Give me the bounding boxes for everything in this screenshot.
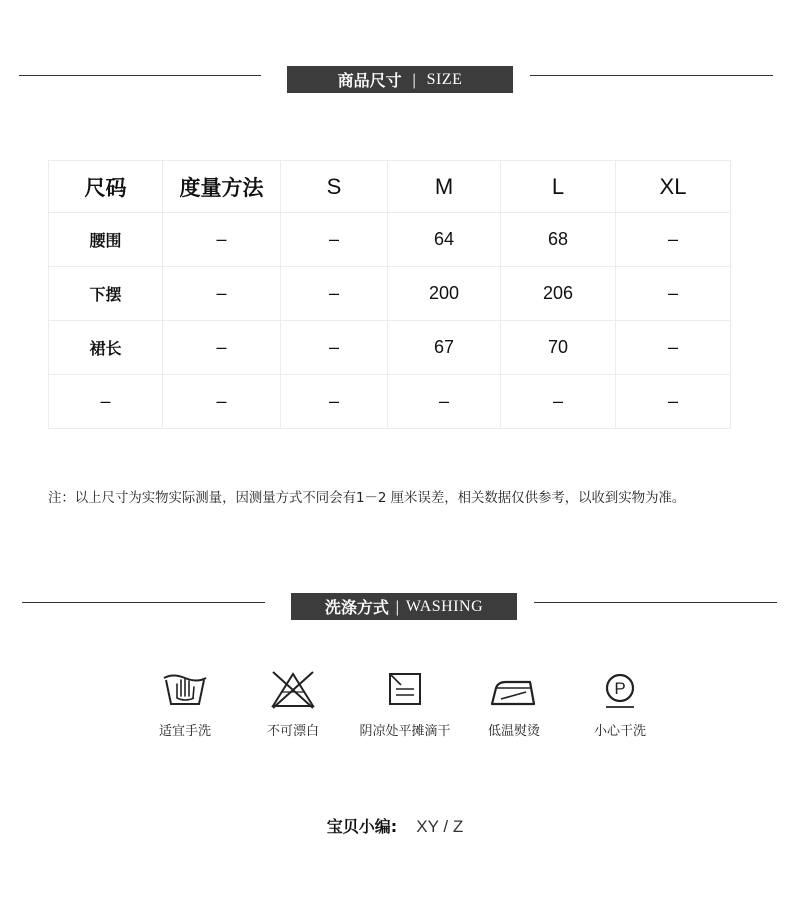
dry-clean-p-icon xyxy=(596,670,644,710)
table-cell: – xyxy=(163,375,281,429)
table-cell: – xyxy=(49,375,163,429)
no-bleach-icon xyxy=(269,670,317,710)
low-iron-icon xyxy=(488,670,540,710)
size-title-zh: 商品尺寸 xyxy=(337,71,402,90)
washing-header-left-rule xyxy=(22,602,265,603)
header-size-s: S xyxy=(281,161,388,213)
table-row xyxy=(49,267,731,321)
size-header-right-rule xyxy=(530,75,773,76)
table-cell: – xyxy=(616,375,731,429)
table-cell: – xyxy=(281,375,388,429)
table-cell: 70 xyxy=(501,321,616,375)
flat-drip-dry-shade-icon xyxy=(381,670,429,710)
header-size-l: L xyxy=(501,161,616,213)
row-label-waist: 腰围 xyxy=(49,213,163,267)
care-label: 低温熨烫 xyxy=(487,724,540,739)
editor-credit xyxy=(0,814,790,837)
table-cell: – xyxy=(616,321,731,375)
table-cell: 68 xyxy=(501,213,616,267)
table-cell: 206 xyxy=(501,267,616,321)
size-table xyxy=(48,160,731,429)
table-cell: 67 xyxy=(388,321,501,375)
row-label-hem: 下摆 xyxy=(49,267,163,321)
size-title-separator: | xyxy=(411,70,417,89)
washing-header-right-rule xyxy=(534,602,777,603)
table-row xyxy=(49,375,731,429)
care-label: 不可漂白 xyxy=(266,724,319,739)
size-section-banner xyxy=(287,66,513,93)
size-note: 注：以上尺寸为实物实际测量，因测量方式不同会有1－2 厘米误差，相关数据仅供参考，以收到实物为准。 xyxy=(48,491,686,506)
size-title-en: SIZE xyxy=(426,70,463,88)
table-cell: 64 xyxy=(388,213,501,267)
hand-wash-icon xyxy=(161,670,209,710)
table-cell: – xyxy=(501,375,616,429)
svg-text:P: P xyxy=(614,679,626,698)
care-item-flat-drip-dry xyxy=(350,670,460,739)
size-header-left-rule xyxy=(19,75,261,76)
header-size-m: M xyxy=(388,161,501,213)
table-cell: – xyxy=(281,213,388,267)
washing-section-banner xyxy=(291,593,517,620)
header-size-xl: XL xyxy=(616,161,731,213)
care-item-low-iron xyxy=(459,670,569,739)
care-item-no-bleach xyxy=(238,670,348,739)
care-item-dry-clean xyxy=(565,670,675,739)
table-row xyxy=(49,213,731,267)
washing-title-zh: 洗涤方式 xyxy=(324,598,389,617)
table-cell: – xyxy=(281,321,388,375)
table-cell: 200 xyxy=(388,267,501,321)
washing-title-separator: | xyxy=(394,597,400,616)
care-label: 适宜手洗 xyxy=(158,724,211,739)
size-table-header-row xyxy=(49,161,731,213)
header-size-code: 尺码 xyxy=(49,161,163,213)
editor-value: XY / Z xyxy=(416,817,464,836)
table-cell: – xyxy=(616,267,731,321)
table-cell: – xyxy=(281,267,388,321)
table-row xyxy=(49,321,731,375)
table-cell: – xyxy=(388,375,501,429)
table-cell: – xyxy=(616,213,731,267)
care-label: 小心干洗 xyxy=(593,724,646,739)
table-cell: – xyxy=(163,213,281,267)
care-item-hand-wash xyxy=(130,670,240,739)
table-cell: – xyxy=(163,267,281,321)
header-measure-method: 度量方法 xyxy=(163,161,281,213)
table-cell: – xyxy=(163,321,281,375)
editor-label: 宝贝小编: xyxy=(326,817,398,836)
row-label-skirt-length: 裙长 xyxy=(49,321,163,375)
washing-title-en: WASHING xyxy=(405,597,484,615)
care-label: 阴凉处平摊滴干 xyxy=(359,724,451,739)
